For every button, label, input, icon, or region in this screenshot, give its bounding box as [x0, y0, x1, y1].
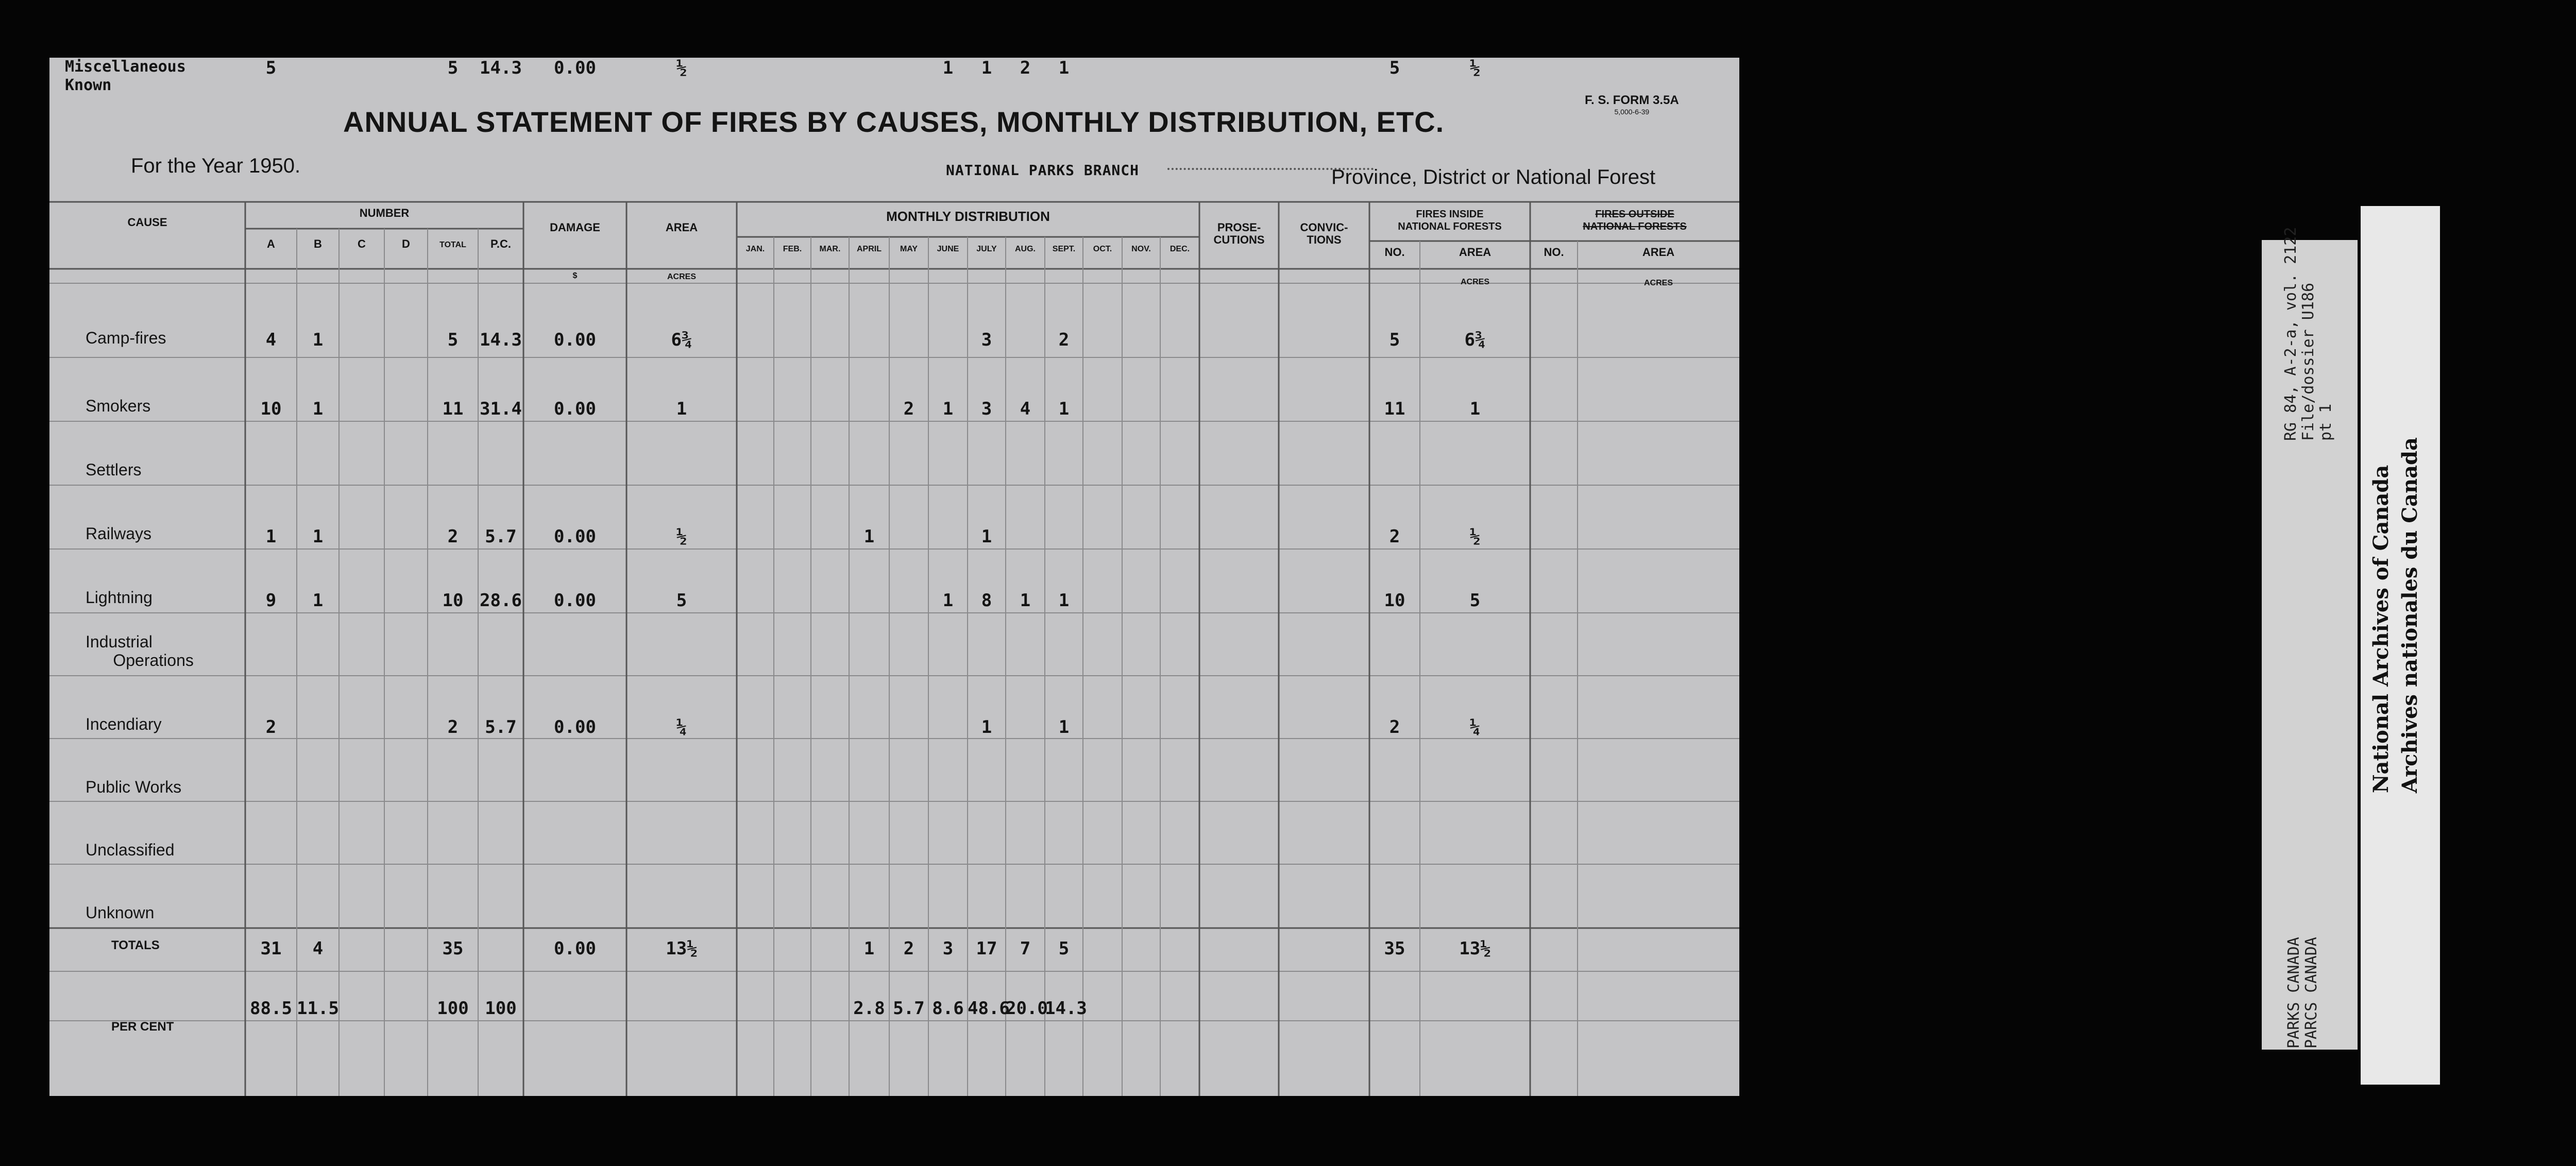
cell-total-area: 13½: [666, 938, 698, 959]
cause-label: Unclassified: [86, 841, 175, 859]
cell-in-no: 5: [1389, 330, 1400, 350]
cell-total: 10: [442, 590, 464, 611]
cell-total-damage: 0.00: [554, 938, 596, 959]
cell-damage: 0.00: [554, 526, 596, 547]
archive-reference: RG 84, A-2-a, vol. 2122 File/dossier U186 pt 1: [2282, 227, 2335, 441]
cell-month-july: 1: [981, 58, 992, 78]
cell-damage: 0.00: [554, 58, 596, 78]
cell-month-june: 1: [942, 58, 954, 78]
header-aug: AUG.: [1015, 245, 1036, 253]
cell-pc: 14.3: [480, 330, 522, 350]
parks-canada-label: PARKS CANADA PARCS CANADA: [2285, 937, 2320, 1049]
header-mar: MAR.: [819, 245, 841, 253]
cause-label: Miscellaneous Known: [65, 58, 186, 94]
form-number-label: F. S. FORM 3.5A: [1585, 93, 1679, 107]
cell-pct-june: 8.6: [932, 998, 964, 1019]
header-in-acres: ACRES: [1460, 278, 1489, 286]
cell-total-a: 31: [260, 938, 282, 959]
cell-total-july: 17: [976, 938, 997, 959]
cell-area: 1: [676, 399, 687, 419]
cell-total-in_area: 13½: [1459, 938, 1491, 959]
cell-month-sept: 1: [1058, 590, 1070, 611]
form-number-small: 5,000-6-39: [1614, 108, 1650, 116]
cell-month-sept: 1: [1058, 717, 1070, 738]
for-year-label: For the Year 19: [131, 155, 272, 177]
cell-month-sept: 2: [1058, 330, 1070, 350]
cell-month-july: 1: [981, 526, 992, 547]
header-number: NUMBER: [359, 207, 410, 219]
cell-a: 5: [265, 58, 277, 78]
header-june: JUNE: [937, 245, 959, 253]
cell-in-area: ¼: [1469, 717, 1481, 738]
cell-month-aug: 4: [1020, 399, 1031, 419]
cell-b: 1: [312, 399, 324, 419]
header-oct: OCT.: [1093, 245, 1112, 253]
cell-in-no: 2: [1389, 717, 1400, 738]
header-area-unit: ACRES: [667, 272, 696, 281]
cell-in-area: ½: [1469, 58, 1481, 78]
header-monthly: MONTHLY DISTRIBUTION: [886, 209, 1050, 224]
cell-total-aug: 7: [1020, 938, 1031, 959]
archive-card-reference: [2262, 227, 2358, 1050]
cell-month-april: 1: [863, 526, 875, 547]
header-july: JULY: [976, 245, 997, 253]
cell-in-no: 11: [1384, 399, 1405, 419]
cell-a: 4: [265, 330, 277, 350]
cell-pct-total: 100: [437, 998, 469, 1019]
header-col-a: A: [267, 237, 275, 250]
header-may: MAY: [900, 245, 918, 253]
cell-month-july: 3: [981, 330, 992, 350]
cell-in-area: 6¾: [1464, 330, 1486, 350]
cell-a: 10: [260, 399, 282, 419]
header-col-b: B: [314, 237, 322, 250]
cell-month-may: 2: [903, 399, 914, 419]
cell-damage: 0.00: [554, 330, 596, 350]
header-nov: NOV.: [1131, 245, 1151, 253]
cell-area: ½: [676, 526, 687, 547]
cell-total: 5: [447, 58, 459, 78]
cell-a: 2: [265, 717, 277, 738]
cell-month-july: 3: [981, 399, 992, 419]
cell-total-may: 2: [903, 938, 914, 959]
fire-statement-form: [49, 58, 1739, 1096]
cell-pct-april: 2.8: [853, 998, 885, 1019]
cell-a: 1: [265, 526, 277, 547]
header-convictions: CONVIC- TIONS: [1300, 221, 1348, 246]
cell-pct-may: 5.7: [893, 998, 925, 1019]
totals-label: TOTALS: [111, 938, 160, 952]
percent-label: PER CENT: [111, 1020, 174, 1034]
cell-pct-b: 11.5: [297, 998, 339, 1019]
cell-total: 2: [447, 717, 459, 738]
cell-total-in_no: 35: [1384, 938, 1405, 959]
cell-month-june: 1: [942, 399, 954, 419]
header-out-acres: ACRES: [1643, 279, 1673, 287]
cause-label: Lightning: [86, 588, 152, 607]
header-col-c: C: [358, 237, 366, 250]
header-area: AREA: [665, 221, 698, 234]
cell-month-aug: 2: [1020, 58, 1031, 78]
cell-pct-sept: 14.3: [1045, 998, 1087, 1019]
header-col-pc: P.C.: [490, 237, 511, 250]
header-col-d: D: [402, 237, 410, 250]
cell-pc: 14.3: [480, 58, 522, 78]
province-label: Province, District or National Forest: [1331, 166, 1656, 188]
cell-month-aug: 1: [1020, 590, 1031, 611]
year-value: 50: [272, 155, 295, 177]
cell-in-no: 5: [1389, 58, 1400, 78]
header-damage-unit: $: [572, 271, 578, 280]
cause-label: Railways: [86, 524, 152, 543]
cell-pc: 5.7: [485, 717, 517, 738]
header-sept: SEPT.: [1052, 245, 1076, 253]
header-damage: DAMAGE: [550, 221, 600, 234]
cause-label: Incendiary: [86, 715, 162, 733]
cell-month-july: 1: [981, 717, 992, 738]
header-feb: FEB.: [783, 245, 802, 253]
cell-area: ½: [676, 58, 687, 78]
cell-month-july: 8: [981, 590, 992, 611]
cell-in-no: 10: [1384, 590, 1405, 611]
cause-label: Unknown: [86, 903, 155, 922]
header-cause: CAUSE: [127, 216, 167, 229]
cause-label: Settlers: [86, 460, 142, 479]
cell-total-june: 3: [942, 938, 954, 959]
cell-b: 1: [312, 526, 324, 547]
archive-card-stamp: [2361, 206, 2440, 1085]
cell-b: 1: [312, 590, 324, 611]
cell-damage: 0.00: [554, 399, 596, 419]
cell-pct-pc: 100: [485, 998, 517, 1019]
cell-pc: 5.7: [485, 526, 517, 547]
header-in-no: NO.: [1384, 246, 1405, 259]
cell-total: 5: [447, 330, 459, 350]
header-dec: DEC.: [1170, 245, 1190, 253]
cell-b: 1: [312, 330, 324, 350]
cause-label: Public Works: [86, 778, 182, 796]
cell-month-june: 1: [942, 590, 954, 611]
cell-damage: 0.00: [554, 717, 596, 738]
cell-total-total: 35: [442, 938, 464, 959]
cell-month-sept: 1: [1058, 399, 1070, 419]
cell-pct-a: 88.5: [250, 998, 292, 1019]
cell-pc: 28.6: [480, 590, 522, 611]
header-april: APRIL: [857, 245, 882, 253]
header-jan: JAN.: [745, 245, 765, 253]
cell-a: 9: [265, 590, 277, 611]
header-prosecutions: PROSE- CUTIONS: [1213, 221, 1265, 246]
cell-area: 5: [676, 590, 687, 611]
cell-pct-july: 48.6: [968, 998, 1010, 1019]
header-out-area: AREA: [1642, 246, 1675, 259]
form-title: ANNUAL STATEMENT OF FIRES BY CAUSES, MONTHLY DISTRIBUTION, ETC.: [343, 106, 1445, 138]
cell-in-area: ½: [1469, 526, 1481, 547]
cell-in-area: 1: [1469, 399, 1481, 419]
cell-total-april: 1: [863, 938, 875, 959]
header-fires-inside: FIRES INSIDE NATIONAL FORESTS: [1398, 209, 1502, 232]
header-out-no: NO.: [1544, 246, 1564, 259]
cell-area: 6¾: [671, 330, 692, 350]
cell-pc: 31.4: [480, 399, 522, 419]
header-fires-outside: FIRES OUTSIDE NATIONAL FORESTS: [1583, 209, 1687, 232]
cell-pct-aug: 20.0: [1006, 998, 1048, 1019]
cell-in-no: 2: [1389, 526, 1400, 547]
cell-in-area: 5: [1469, 590, 1481, 611]
header-col-total: TOTAL: [439, 241, 466, 249]
cause-label: Camp-fires: [86, 329, 166, 347]
cell-damage: 0.00: [554, 590, 596, 611]
cause-label: Smokers: [86, 397, 151, 415]
branch-name: NATIONAL PARKS BRANCH: [946, 162, 1140, 179]
cell-month-sept: 1: [1058, 58, 1070, 78]
cause-label: Industrial Operations: [86, 632, 194, 670]
cell-area: ¼: [676, 717, 687, 738]
national-archives-stamp: National Archives of Canada Archives nationales du Canada: [2369, 437, 2422, 793]
for-year-line: For the Year 1950.: [131, 155, 301, 177]
cell-total: 11: [442, 399, 464, 419]
header-in-area: AREA: [1459, 246, 1492, 259]
cell-total-b: 4: [312, 938, 324, 959]
cell-total-sept: 5: [1058, 938, 1070, 959]
cell-total: 2: [447, 526, 459, 547]
